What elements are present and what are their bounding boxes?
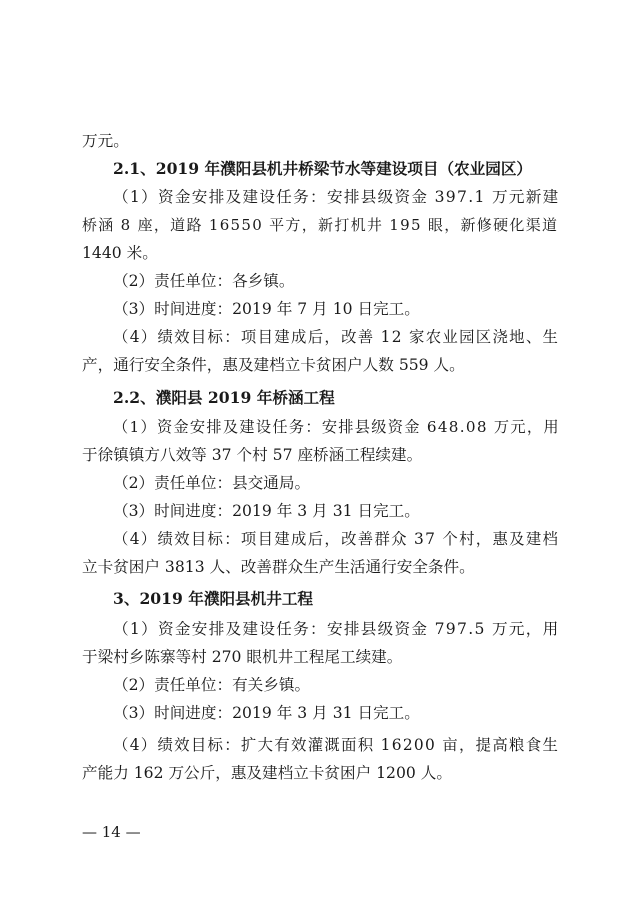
section-heading: 2.2、濮阳县 2019 年桥涵工程	[113, 388, 335, 407]
text-line: （4）绩效目标：扩大有效灌溉面积 16200 亩，提高粮食生	[113, 736, 560, 754]
text-line: 产，通行安全条件，惠及建档立卡贫困户人数 559 人。	[82, 356, 465, 374]
text-line: （3）时间进度：2019 年 3 月 31 日完工。	[113, 502, 420, 520]
text-line: （1）资金安排及建设任务：安排县级资金 648.08 万元，用	[113, 418, 560, 436]
section-heading: 2.1、2019 年濮阳县机井桥梁节水等建设项目（农业园区）	[113, 159, 533, 178]
text-line: 产能力 162 万公斤，惠及建档立卡贫困户 1200 人。	[82, 764, 452, 782]
text-line: 1440 米。	[82, 244, 158, 262]
text-line: （1）资金安排及建设任务：安排县级资金 797.5 万元，用	[113, 620, 560, 638]
text-line: （2）责任单位：有关乡镇。	[113, 676, 311, 694]
text-line: （3）时间进度：2019 年 3 月 31 日完工。	[113, 704, 420, 722]
page-number: — 14 —	[82, 823, 141, 841]
text-line: 桥涵 8 座，道路 16550 平方，新打机井 195 眼，新修硬化渠道	[82, 216, 559, 234]
text-line: （4）绩效目标：项目建成后，改善 12 家农业园区浇地、生	[113, 328, 560, 346]
text-line: （2）责任单位：县交通局。	[113, 474, 311, 492]
text-line: （3）时间进度：2019 年 7 月 10 日完工。	[113, 300, 420, 318]
text-line: 于徐镇镇方八效等 37 个村 57 座桥涵工程续建。	[82, 446, 423, 464]
text-line: 立卡贫困户 3813 人、改善群众生产生活通行安全条件。	[82, 558, 475, 576]
text-line: 于梁村乡陈寨等村 270 眼机井工程尾工续建。	[82, 648, 403, 666]
text-line: （1）资金安排及建设任务：安排县级资金 397.1 万元新建	[113, 188, 560, 206]
section-heading: 3、2019 年濮阳县机井工程	[113, 589, 314, 608]
text-line: （2）责任单位：各乡镇。	[113, 272, 295, 290]
text-line: （4）绩效目标：项目建成后，改善群众 37 个村，惠及建档	[113, 530, 560, 548]
text-line: 万元。	[82, 132, 129, 150]
